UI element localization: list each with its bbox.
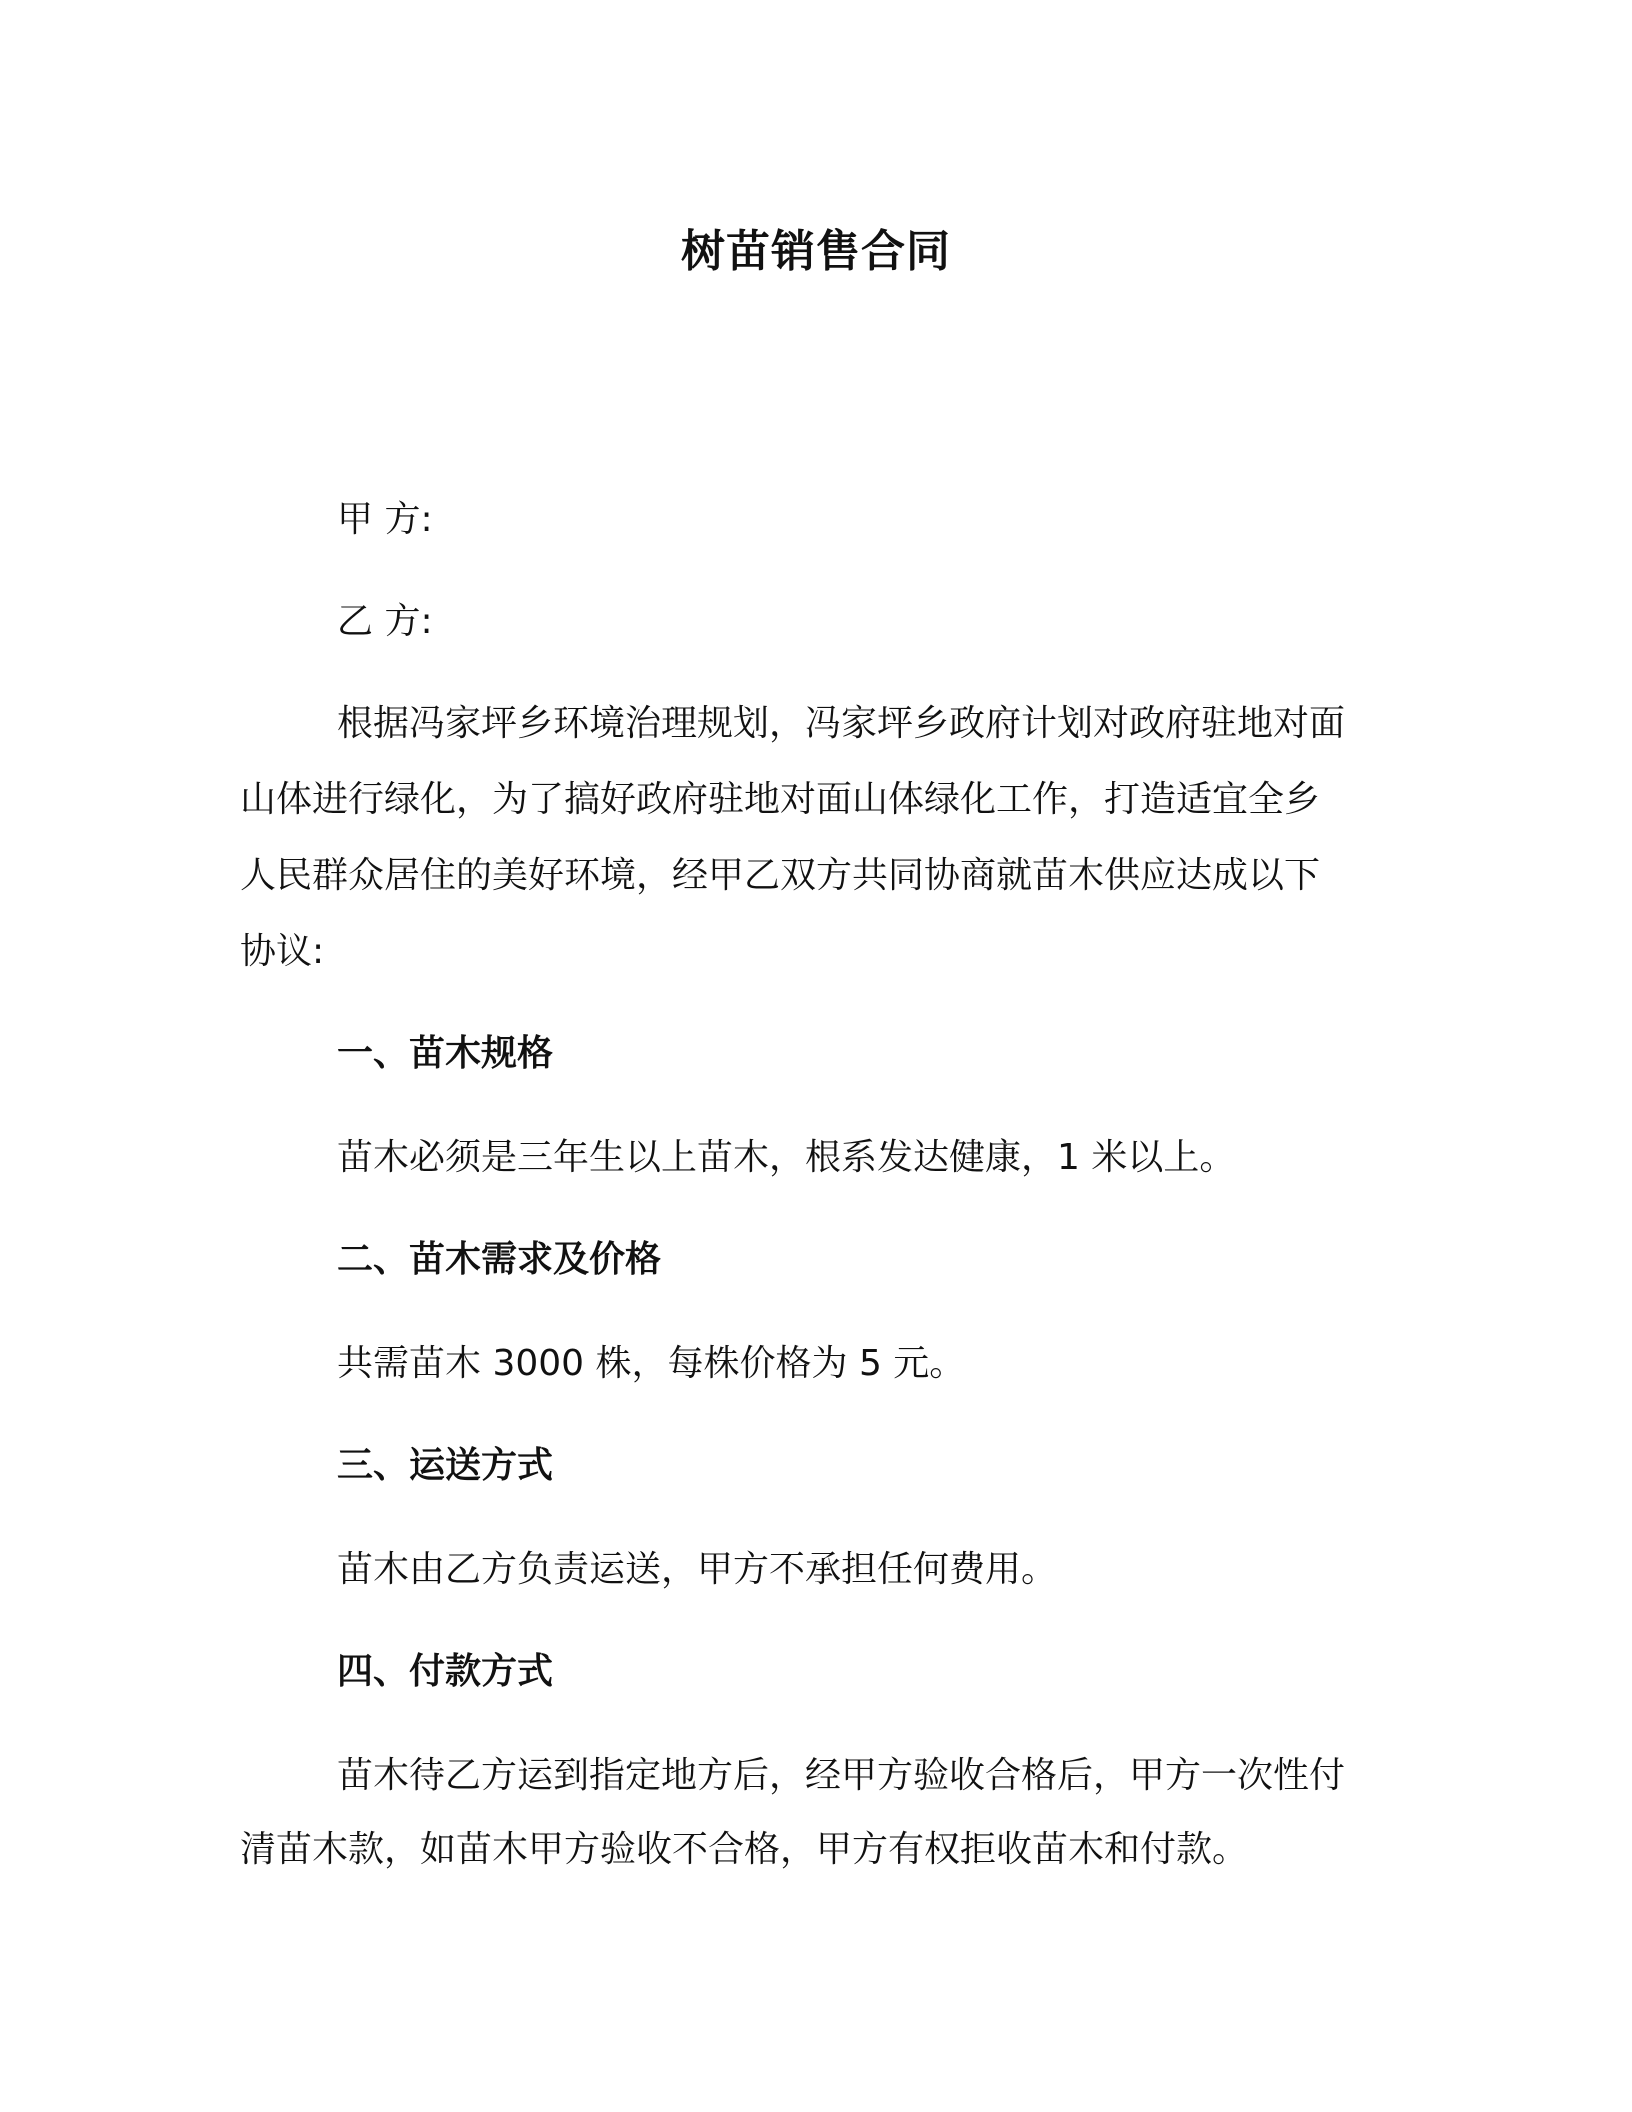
section-2-body: 共需苗木 3000 株，每株价格为 5 元。 [337,1343,966,1384]
section-4-body-line-1: 苗木待乙方运到指定地方后，经甲方验收合格后，甲方一次性付 [337,1755,1346,1796]
section-3-body: 苗木由乙方负责运送，甲方不承担任何费用。 [337,1549,1058,1590]
party-a-label: 甲 方: [337,499,433,540]
intro-paragraph-line-3: 人民群众居住的美好环境，经甲乙双方共同协商就苗木供应达成以下 [240,855,1321,896]
section-1-heading: 一、苗木规格 [337,1033,554,1074]
section-3-heading: 三、运送方式 [337,1445,554,1486]
intro-paragraph-line-4: 协议: [240,931,325,972]
intro-paragraph-line-2: 山体进行绿化，为了搞好政府驻地对面山体绿化工作，打造适宜全乡 [240,779,1321,820]
section-4-body-line-2: 清苗木款，如苗木甲方验收不合格，甲方有权拒收苗木和付款。 [240,1829,1249,1870]
party-b-label: 乙 方: [337,601,433,642]
document-title: 树苗销售合同 [681,226,951,277]
intro-paragraph-line-1: 根据冯家坪乡环境治理规划，冯家坪乡政府计划对政府驻地对面 [337,703,1346,744]
section-1-body: 苗木必须是三年生以上苗木，根系发达健康，1 米以上。 [337,1137,1236,1178]
section-2-heading: 二、苗木需求及价格 [337,1239,662,1280]
section-4-heading: 四、付款方式 [337,1651,554,1692]
